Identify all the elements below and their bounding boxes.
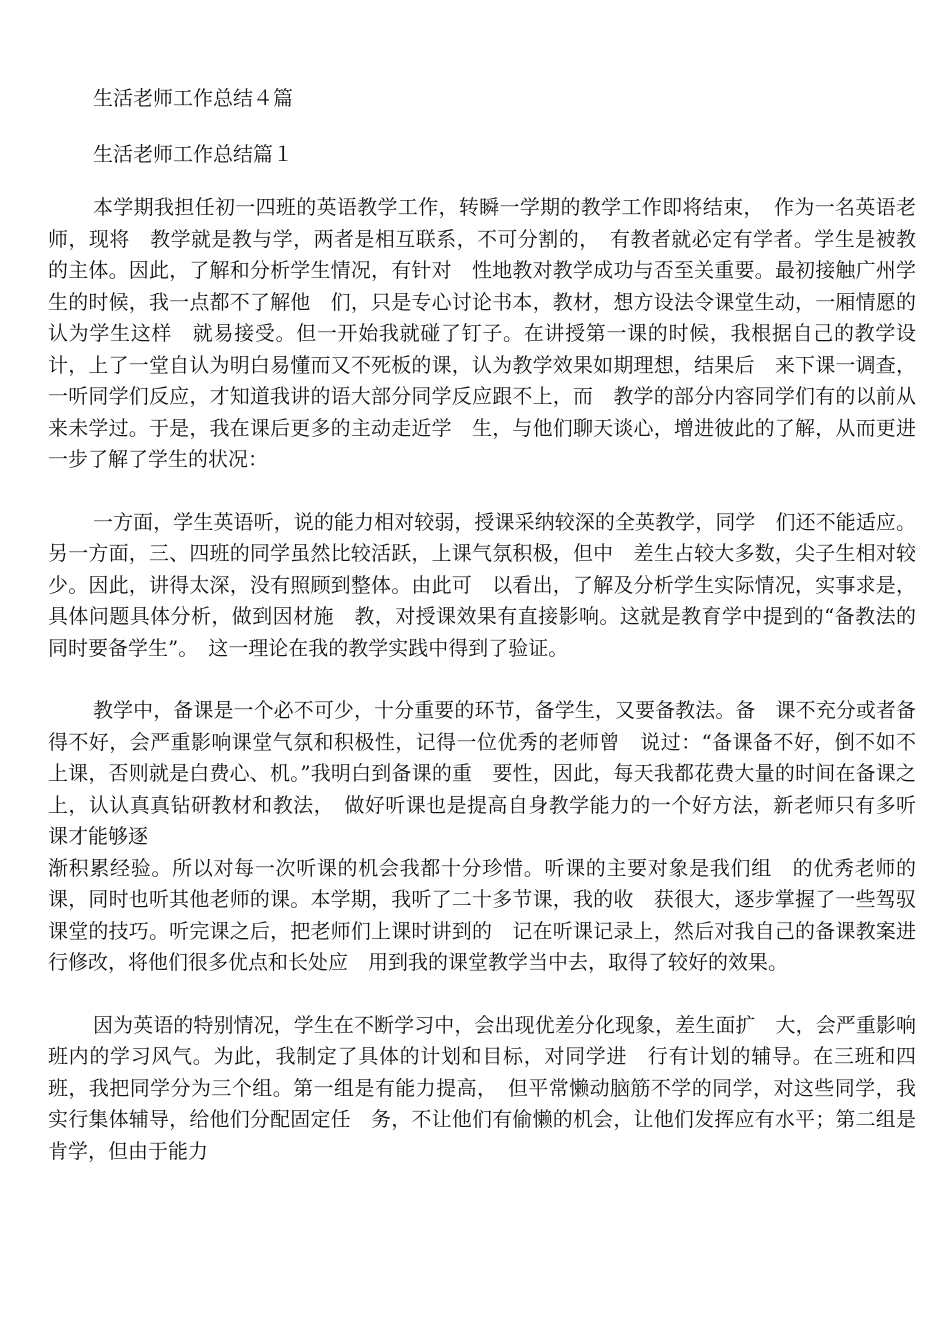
paragraph-3: 教学中，备课是一个必不可少，十分重要的环节，备学生，又要备教法。备 课不充分或者备得不好，会严重影响课堂气氛和积极性，记得一位优秀的老师曾 说过：“备课备不好，倒不如不上课，否则就是白费心、机。”我明白到备课的重 要性，因此，每天我都花费大量的时间在备课之上，认认真真钻研教材和教法， 做好听课也是提高自身教学能力的一个好方法，新老师只有多听课才能够逐 [48,698,916,848]
paragraph-4: 因为英语的特别情况，学生在不断学习中，会出现优差分化现象，差生面扩 大，会严重影响班内的学习风气。为此，我制定了具体的计划和目标，对同学进 行有计划的辅导。在三班和四班，我把同学分为三个组。第一组是有能力提高， 但平常懒动脑筋不学的同学，对这些同学，我实行集体辅导，给他们分配固定任 务，不让他们有偷懒的机会，让他们发挥应有水平；第二组是肯学，但由于能力 [48,1012,916,1163]
paragraph-2: 一方面，学生英语听，说的能力相对较弱，授课采纳较深的全英教学，同学 们还不能适应。另一方面，三、四班的同学虽然比较活跃，上课气氛积极，但中 差生占较大多数，尖子生相对较少。因此，讲得太深，没有照顾到整体。由此可 以看出，了解及分析学生实际情况，实事求是，具体问题具体分析，做到因材施 教，对授课效果有直接影响。这就是教育学中提到的“备教法的同时要备学生”。 这一理论在我的教学实践中得到了验证。 [48,509,916,660]
document-page [48,82,936,1198]
document-title: 生活老师工作总结４篇 [93,86,293,110]
paragraph-1: 本学期我担任初一四班的英语教学工作，转瞬一学期的教学工作即将结束， 作为一名英语老师，现将 教学就是教与学，两者是相互联系，不可分割的， 有教者就必定有学者。学生是被教的主体。因此，了解和分析学生情况，有针对 性地教对教学成功与否至关重要。最初接触广州学生的时候，我一点都不了解他 们，只是专心讨论书本，教材，想方设法令课堂生动，一厢情愿的认为学生这样 就易接受。但一开始我就碰了钉子。在讲授第一课的时候，我根据自己的教学设 计，上了一堂自认为明白易懂而又不死板的课，认为教学效果如期理想，结果后 来下课一调查，一听同学们反应，才知道我讲的语大部分同学反应跟不上，而 教学的部分内容同学们有的以前从来未学过。于是，我在课后更多的主动走近学 生，与他们聊天谈心，增进彼此的了解，从而更进一步了解了学生的状况： [48,195,936,471]
paragraph-3-continued: 渐积累经验。所以对每一次听课的机会我都十分珍惜。听课的主要对象是我们组 的优秀老师的课，同时也听其他老师的课。本学期，我听了二十多节课，我的收 获很大，逐步掌握了一些驾驭课堂的技巧。听完课之后，把老师们上课时讲到的 记在听课记录上，然后对我自己的备课教案进行修改，将他们很多优点和长处应 用到我的课堂教学当中去，取得了较好的效果。 [48,855,916,974]
section-heading: 生活老师工作总结篇１ [93,142,293,166]
